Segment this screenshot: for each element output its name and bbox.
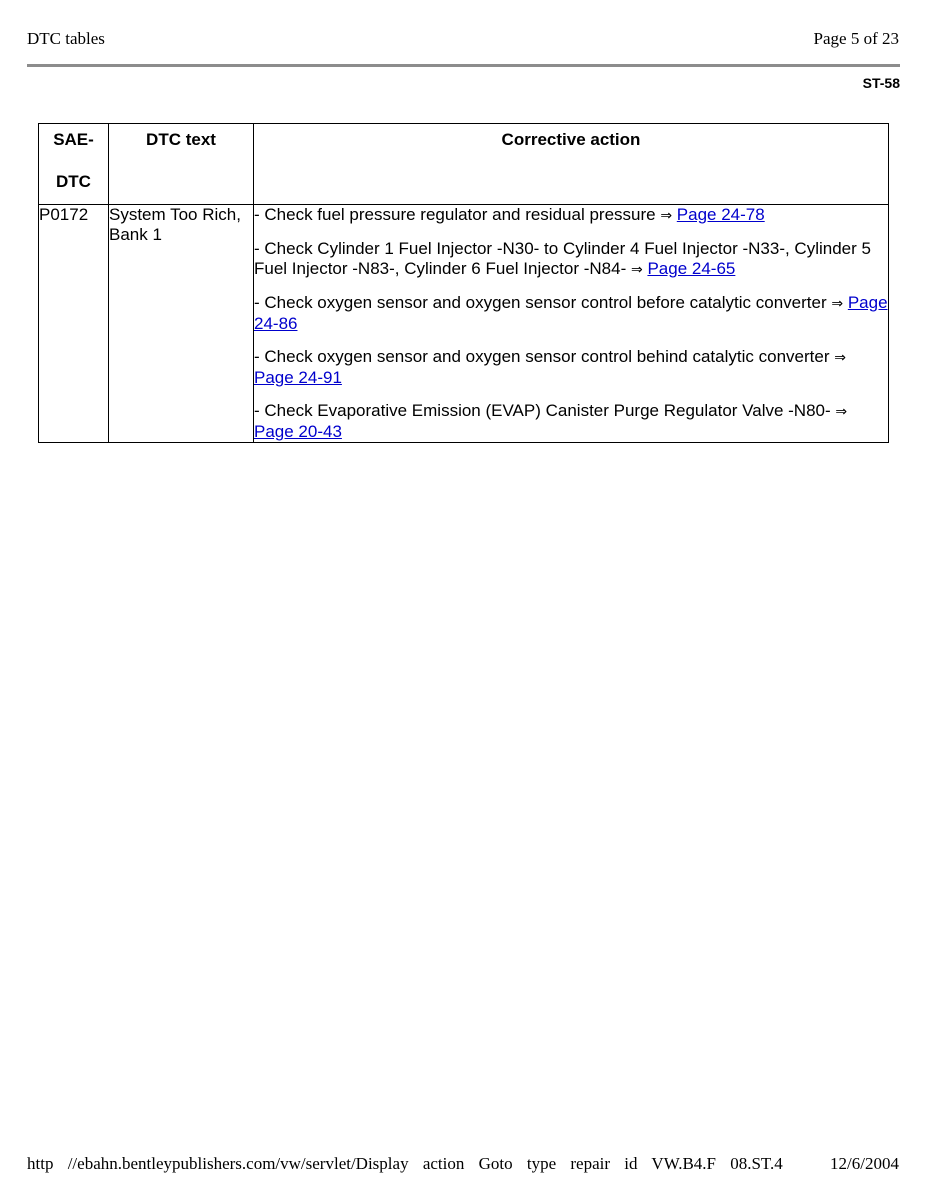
arrow-icon: ⇒: [630, 262, 643, 278]
dtc-text: System Too Rich, Bank 1: [109, 205, 254, 443]
arrow-icon: ⇒: [835, 404, 848, 420]
dtc-code: P0172: [39, 205, 109, 443]
page-link[interactable]: Page 24-91: [254, 368, 342, 387]
table-header-row: [39, 124, 889, 205]
action-item: [254, 293, 888, 334]
action-text: - Check Cylinder 1 Fuel Injector -N30- to Cylinder 4 Fuel Injector -N33-, Cylinder 5 Fuel Injector -N83-, Cylinder 6 Fuel Injector -N84-: [254, 239, 871, 278]
column-header-sae: SAE-: [53, 130, 94, 149]
column-header-sae-dtc: [39, 124, 109, 205]
action-text: - Check Evaporative Emission (EVAP) Canister Purge Regulator Valve -N80-: [254, 401, 836, 420]
header-doc-title: DTC tables: [27, 29, 105, 48]
action-text: - Check oxygen sensor and oxygen sensor control before catalytic converter: [254, 293, 832, 312]
section-code: ST-58: [862, 75, 900, 91]
action-text: - Check oxygen sensor and oxygen sensor control behind catalytic converter: [254, 347, 835, 366]
action-item: [254, 239, 888, 280]
column-header-dtc: DTC: [56, 172, 91, 191]
page-link[interactable]: Page 24-86: [254, 293, 888, 333]
arrow-icon: ⇒: [834, 350, 846, 366]
action-item: [254, 401, 888, 442]
footer-date: 12/6/2004: [830, 1154, 899, 1173]
header-page-number: Page 5 of 23: [813, 29, 899, 48]
header-divider: [27, 64, 900, 67]
action-item: [254, 347, 888, 388]
page-link[interactable]: Page 24-65: [647, 259, 736, 278]
arrow-icon: ⇒: [831, 296, 844, 312]
dtc-table: [38, 123, 889, 443]
footer-url: http //ebahn.bentleypublishers.com/vw/servlet/Display action Goto type repair id VW.B4.F 08.ST.4: [27, 1154, 783, 1173]
corrective-actions: [254, 205, 889, 443]
action-text: - Check fuel pressure regulator and residual pressure: [254, 205, 661, 224]
action-item: [254, 205, 888, 226]
column-header-dtc-text: DTC text: [109, 124, 254, 205]
table-row: [39, 205, 889, 443]
page-link[interactable]: Page 20-43: [254, 422, 342, 441]
page-link[interactable]: Page 24-78: [676, 205, 765, 224]
arrow-icon: ⇒: [660, 208, 673, 224]
column-header-corrective-action: Corrective action: [254, 124, 889, 205]
